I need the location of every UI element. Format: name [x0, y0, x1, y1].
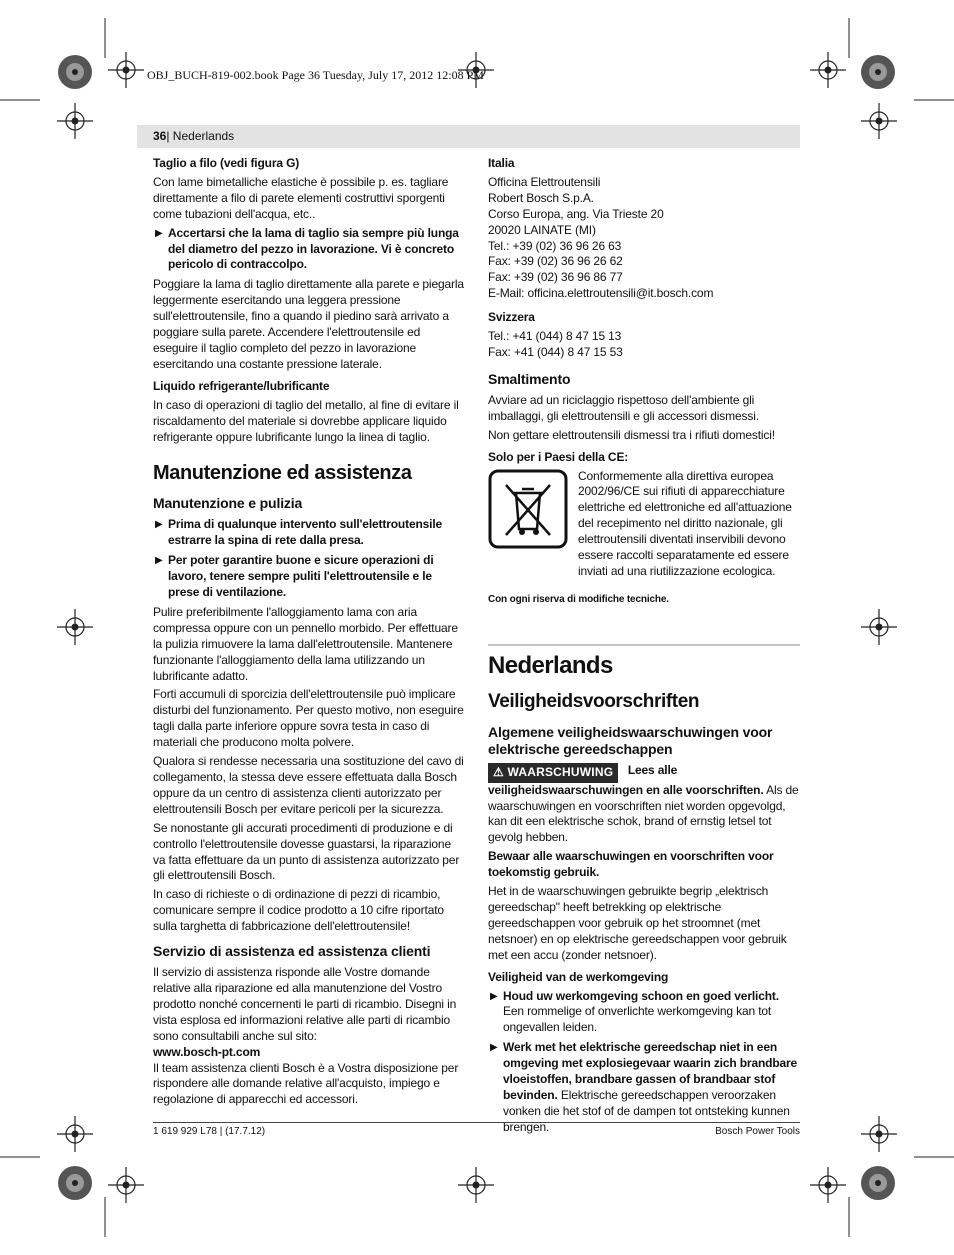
- heading-italia: Italia: [488, 156, 515, 170]
- bullet-icon: ▶: [490, 1042, 498, 1054]
- heading-manutenzione-pulizia: Manutenzione e pulizia: [153, 495, 303, 512]
- bullet-bold-text: Werk met het elektrische gereedschap niet in een omgeving met explosiegevaar waarin zich brandbare vloeistoffen, brandbare gassen of brandbaar stof bevinden.: [503, 1040, 798, 1102]
- phone-line: Tel.: +41 (044) 8 47 15 13: [488, 329, 622, 344]
- fax-line: Fax: +39 (02) 36 96 26 62: [488, 254, 623, 269]
- para-pulire: Pulire preferibilmente l'alloggiamento lama con aria compressa oppure con un pennello morbido. Per effettuare la pulizia rimuovere la lama dall'elettroutensile. Mantenere funzionante l'alloggiamento della lama utilizzando un lubrificante adatto.: [153, 604, 458, 683]
- para-liquido: In caso di operazioni di taglio del metallo, al fine di evitare il riscaldamento del materiale si dovrebbe applicare liquido refrigerante oppure lubrificante lungo la linea di taglio.: [153, 397, 459, 444]
- fax-line: Fax: +39 (02) 36 96 86 77: [488, 270, 623, 285]
- footer-rule: [153, 1122, 800, 1123]
- heading-servizio: Servizio di assistenza ed assistenza clienti: [153, 943, 431, 960]
- footer-left: 1 619 929 L78 | (17.7.12): [153, 1126, 266, 1137]
- heading-manutenzione-assistenza: Manutenzione ed assistenza: [153, 462, 412, 485]
- print-slug: OBJ_BUCH-819-002.book Page 36 Tuesday, July 17, 2012 12:08 PM: [147, 68, 484, 82]
- weee-block: [488, 469, 800, 580]
- section-divider: [488, 644, 800, 646]
- bullet-prima: [153, 517, 465, 549]
- page-header: [153, 129, 234, 143]
- para-avviare: Avviare ad un riciclaggio rispettoso dell'ambiente gli imballaggi, gli elettroutensili e gli accessori dismessi.: [488, 392, 759, 423]
- page-header-bar: [137, 125, 800, 148]
- bullet-perpoter: [153, 553, 465, 601]
- heading-werkomgeving: Veiligheid van de werkomgeving: [488, 969, 669, 984]
- warning-badge: [488, 763, 618, 783]
- para-conformemente: Conformemente alla direttiva europea 2002/96/CE sui rifiuti di apparecchiature elettriche ed elettroniche ed all'attuazione del recepimento nel diritto nazionale, gli elettroutensili diventati inservibili devono essere raccolti separatamente ed essere inviati ad una riutilizzazione ecologica.: [578, 468, 792, 578]
- para-team: Il team assistenza clienti Bosch è a Vostra disposizione per rispondere alle domande relative all'acquisto, impiego e regolazione di apparecchi ed accessori.: [153, 1060, 459, 1107]
- warning-paragraph: [488, 763, 800, 847]
- bullet-bold-text: Houd uw werkomgeving schoon en goed verlicht.: [503, 988, 779, 1003]
- right-column: [488, 156, 800, 1140]
- bullet-text: Een rommelige of onverlichte werkomgeving kan tot ongevallen leiden.: [503, 1004, 772, 1035]
- left-column: [153, 156, 465, 1111]
- italia-address: [488, 175, 800, 302]
- svizzera-contacts: [488, 329, 800, 361]
- warning-triangle-icon: ⚠: [493, 764, 504, 779]
- header-section: | Nederlands: [166, 129, 235, 143]
- bullet-icon: ▶: [155, 555, 163, 567]
- address-line: 20020 LAINATE (MI): [488, 222, 596, 237]
- footer-right: Bosch Power Tools: [715, 1126, 800, 1137]
- para-se: Se nonostante gli accurati procedimenti di produzione e di controllo l'elettroutensile dovesse guastarsi, la riparazione va fatta effettuare da un punto di assistenza autorizzato per gli elettroutensili Bosch.: [153, 820, 460, 883]
- page-number: 36: [153, 129, 167, 143]
- bullet-accertarsi: [153, 226, 465, 274]
- email-line: E-Mail: officina.elettroutensili@it.bosch.com: [488, 286, 714, 301]
- para-servizio: Il servizio di assistenza risponde alle Vostre domande relative alla riparazione ed alla manutenzione del Vostro prodotto nonché concernenti le parti di ricambio. Disegni in vista esplosa ed informazioni relative alle parti di ricambio sono consultabili anche sul sito:: [153, 965, 457, 1043]
- heading-veiligheidsvoorschriften: Veiligheidsvoorschriften: [488, 690, 700, 712]
- riserva-modifiche: Con ogni riserva di modifiche tecniche.: [488, 593, 669, 605]
- heading-smaltimento: Smaltimento: [488, 370, 571, 387]
- bullet-icon: ▶: [490, 990, 498, 1002]
- warning-badge-label: WAARSCHUWING: [507, 764, 614, 779]
- heading-svizzera: Svizzera: [488, 310, 535, 325]
- para-bewaar: Bewaar alle waarschuwingen en voorschriften voor toekomstig gebruik.: [488, 849, 774, 880]
- bullet-text: Accertarsi che la lama di taglio sia sempre più lunga del diametro del pezzo in lavorazione. Vi è concreto pericolo di contraccolpo.: [168, 225, 459, 272]
- bullet-houd: [488, 989, 800, 1037]
- website-link[interactable]: www.bosch-pt.com: [153, 1044, 261, 1059]
- heading-algemene: Algemene veiligheidswaarschuwingen voor elektrische gereedschappen: [488, 723, 773, 757]
- bullet-icon: ▶: [155, 519, 163, 531]
- address-line: Corso Europa, ang. Via Trieste 20: [488, 206, 664, 221]
- para-begrip: Het in de waarschuwingen gebruikte begrip „elektrisch gereedschap" heeft betrekking op elektrische gereedschappen voor gebruik op het stroomnet (met netsnoer) en op elektrische gereedschappen voor gebruik met een accu (zonder netsnoer).: [488, 884, 787, 962]
- crossed-out-wheelie-bin-icon: [488, 469, 568, 549]
- heading-liquido: Liquido refrigerante/lubrificante: [153, 378, 330, 393]
- address-line: Robert Bosch S.p.A.: [488, 190, 594, 205]
- heading-solo-ce: Solo per i Paesi della CE:: [488, 449, 629, 464]
- heading-nederlands: Nederlands: [488, 651, 613, 679]
- heading-taglio: Taglio a filo (vedi figura G): [153, 156, 300, 170]
- para-forti: Forti accumuli di sporcizia dell'elettroutensile può implicare disturbi del funzionamento. Per questo motivo, non eseguire tagli dalla parte inferiore oppure sovra testa in caso di materiali che producono molta polvere.: [153, 687, 464, 750]
- para-taglio: Con lame bimetalliche elastiche è possibile p. es. tagliare direttamente a filo di parete elementi costruttivi sporgenti come tubazioni dell'acqua, etc..: [153, 174, 449, 221]
- para-richieste: In caso di richieste o di ordinazione di pezzi di ricambio, comunicare sempre il codice prodotto a 10 cifre riportato sulla targhetta di fabbricazione dell'elettroutensile!: [153, 887, 444, 934]
- para-qualora: Qualora si rendesse necessaria una sostituzione del cavo di collegamento, la stessa deve essere effettuata dalla Bosch oppure da un centro di assistenza clienti autorizzato per elettroutensili Bosch per evitare pericoli per la sicurezza.: [153, 754, 464, 816]
- bullet-text: Elektrische gereedschappen veroorzaken vonken die het stof of de dampen tot ontsteking kunnen brengen.: [503, 1087, 790, 1134]
- fax-line: Fax: +41 (044) 8 47 15 53: [488, 344, 623, 359]
- phone-line: Tel.: +39 (02) 36 96 26 63: [488, 238, 622, 253]
- address-line: Officina Elettroutensili: [488, 174, 601, 189]
- bullet-text: Per poter garantire buone e sicure operazioni di lavoro, tenere sempre puliti l'elettroutensile e le prese di ventilazione.: [168, 553, 434, 600]
- warning-bold-text: Lees alle veiligheidswaarschuwingen en alle voorschriften.: [488, 762, 764, 797]
- para-poggiare: Poggiare la lama di taglio direttamente alla parete e piegarla leggermente esercitando una leggera pressione sull'elettroutensile, fino a quando il piedino sarà arrivato a poggiare sulla parete. Accendere l'elettroutensile ed eseguire il taglio completo del pezzo in lavorazione esercitando una costante pressione laterale.: [153, 277, 464, 371]
- bullet-icon: ▶: [155, 227, 163, 239]
- warning-text: Als de waarschuwingen en voorschriften niet worden opgevolgd, kan dit een elektrische schok, brand of ernstig letsel tot gevolg hebben.: [488, 782, 799, 845]
- para-nongettare: Non gettare elettroutensili dismessi tra i rifiuti domestici!: [488, 427, 775, 442]
- bullet-text: Prima di qualunque intervento sull'elettroutensile estrarre la spina di rete dalla presa.: [168, 517, 443, 548]
